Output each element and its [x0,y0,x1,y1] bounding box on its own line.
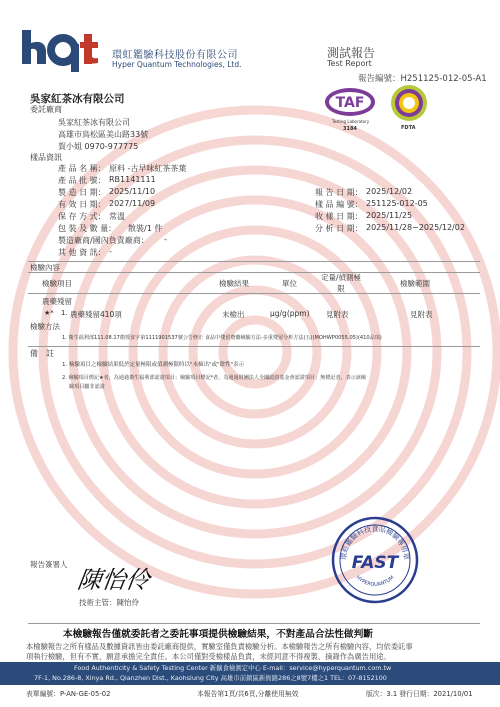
remark-line-2a: 2. 檢驗項目標記★者，為通過衛生福利部認證項目；檢驗項目標記*者，為通過財團法人全國認證基金會認證項目；無標記者，表示該檢 [62,375,366,381]
client-line-3: 賀小姐 0970-977775 [58,142,139,151]
sample-label-3: 有 效 日 期： [58,200,106,209]
method-text: 1. 衛生福利部111.08.17衛授食字第1111901537號公告修正 食品中殘留農藥檢驗方法-多重殘留分析方法(五)(MOHWP0055.05)(410品項) [62,335,382,341]
form-number: 表單編號：P-AN-GE-05-02 [26,690,111,698]
footer-bar-line-2: 7F-1, No.286-8, Xinya Rd., Qianzhen Dist., Kaohsiung City 高雄市前鎮區新衙路286之8號7樓之1 TEL：07-8152100 [34,674,387,682]
right-value-2: 2025/11/25 [366,211,413,220]
taf-caption: Testing Laboratory [332,119,370,124]
page-info: 本報告第1頁/共6頁,分離使用無效 [197,690,299,698]
sample-value-2: 2025/11/10 [109,187,156,196]
company-name-en: Hyper Quantum Technologies, Ltd. [112,60,242,69]
sample-value-6: - [164,235,167,244]
column-header-unit: 單位 [282,279,297,288]
sample-label-0: 產 品 名 稱： [58,164,106,173]
notice-line-1: 本檢驗報告之所有樣品及數據資訊皆由委託廠商提供，實驗室僅負責檢驗分析。本檢驗報告之所有檢驗內容，均依委託事 [26,642,413,651]
sample-label-5: 包 裝 及 數 量： [58,224,117,233]
sample-value-1: RB1141111 [109,175,156,184]
fda-logo [388,84,430,132]
signature-label: 報告簽署人 [30,560,68,569]
test-limit: 見附表 [326,310,349,319]
version-info: 版次：3.1 發行日期：2021/10/01 [366,690,473,698]
column-header-result: 檢驗結果 [219,279,249,288]
remarks-label: 備 註 [30,349,54,358]
sample-section-label: 樣品資訊 [30,153,62,162]
test-section-label: 檢驗內容 [30,263,60,272]
test-group: 農藥殘留 [42,297,72,306]
sample-label-2: 製 造 日 期： [58,188,106,197]
svg-text:TAF: TAF [335,95,365,111]
footer-bar-line-1: Food Authenticity & Safety Testing Center 新擴食檢測定中心 E-mail：service@hyperquantum.com.tw [74,664,392,672]
column-header-range: 檢驗範圍 [400,279,430,288]
test-unit: μg/g(ppm) [270,309,310,318]
company-name-cn: 環虹鑑驗科技股份有限公司 [112,50,238,61]
test-item: 農藥殘留410項 [70,310,122,319]
notice-line-2: 項執行檢驗，但有不實，願意承擔完全責任。本公司僅對受檢樣品負責，未經同意不得複製、摘錄作為廣告用途。 [26,652,391,661]
signer-name: 技術主管：陳怡伶 [79,598,139,607]
divider [28,261,480,262]
report-title-en: Test Report [327,59,372,68]
svg-text:環虹鑑驗科技食品檢驗專用章: 環虹鑑驗科技食品檢驗專用章 [339,525,411,561]
sample-label-7: 其 他 資 訊： [58,248,106,257]
divider [28,293,480,294]
right-value-3: 2025/11/28~2025/12/02 [366,223,465,232]
sample-value-7: - [109,247,112,256]
test-range: 見附表 [410,310,433,319]
divider [28,346,480,347]
right-label-3: 分 析 日 期： [315,224,363,233]
svg-text:FAST: FAST [351,553,399,573]
footer-contact-bar [0,662,500,685]
disclaimer: 本檢驗報告僅就委託者之委託事項提供檢驗結果，不對產品合法性做判斷 [63,629,373,640]
right-value-1: 251125-012-05 [366,199,428,208]
client-name: 吳家紅茶冰有限公司 [30,93,125,105]
taf-number: 3184 [343,126,357,132]
test-index: 1. [61,309,68,317]
report-title-cn: 測試報告 [327,46,376,60]
right-label-1: 樣 品 編 號： [315,200,363,209]
sample-value-0: 原料 -古早味紅茶茶葉 [109,164,187,173]
sample-label-6: 製造廠商/國內負責廠商： [58,236,149,245]
fda-caption: FDTA [401,125,416,131]
column-header-limit: 定量/偵測極限 [320,273,362,293]
right-label-2: 收 樣 日 期： [315,212,363,221]
method-label: 檢驗方法 [30,322,60,331]
sample-value-3: 2027/11/09 [109,199,156,208]
taf-logo [323,86,377,132]
sample-value-5: 散裝/1 件 [128,224,163,233]
sample-value-4: 常溫 [109,212,125,221]
client-line-1: 吳家紅茶冰有限公司 [58,118,130,127]
signature-handwriting: 陳怡伶 [75,566,152,594]
svg-text:HYPERQUANTUM: HYPERQUANTUM [354,574,396,588]
sample-label-4: 保 存 方 式： [58,212,106,221]
client-line-2: 高雄市鳥松區美山路33號 [58,130,149,139]
remark-line-1: 1. 檢驗項目之檢驗結果低於定量極限或偵測極限時以"未檢出"或"陰性"表示 [62,362,245,368]
column-header-item: 檢驗項目 [42,279,72,288]
company-logo [22,30,104,70]
right-value-0: 2025/12/02 [366,187,413,196]
sample-label-1: 產 品 批 號： [58,176,106,185]
report-number: 報告編號：H251125-012-05-A1 [358,74,487,84]
fast-seal [330,515,420,605]
client-label: 委託廠商 [30,105,62,114]
remark-line-2b: 驗項目屬非認證 [69,384,105,390]
accreditation-mark: ★* [44,309,54,317]
divider [28,272,480,273]
test-result: 未檢出 [222,310,245,319]
divider [28,623,480,624]
right-label-0: 報 告 日 期： [315,188,363,197]
